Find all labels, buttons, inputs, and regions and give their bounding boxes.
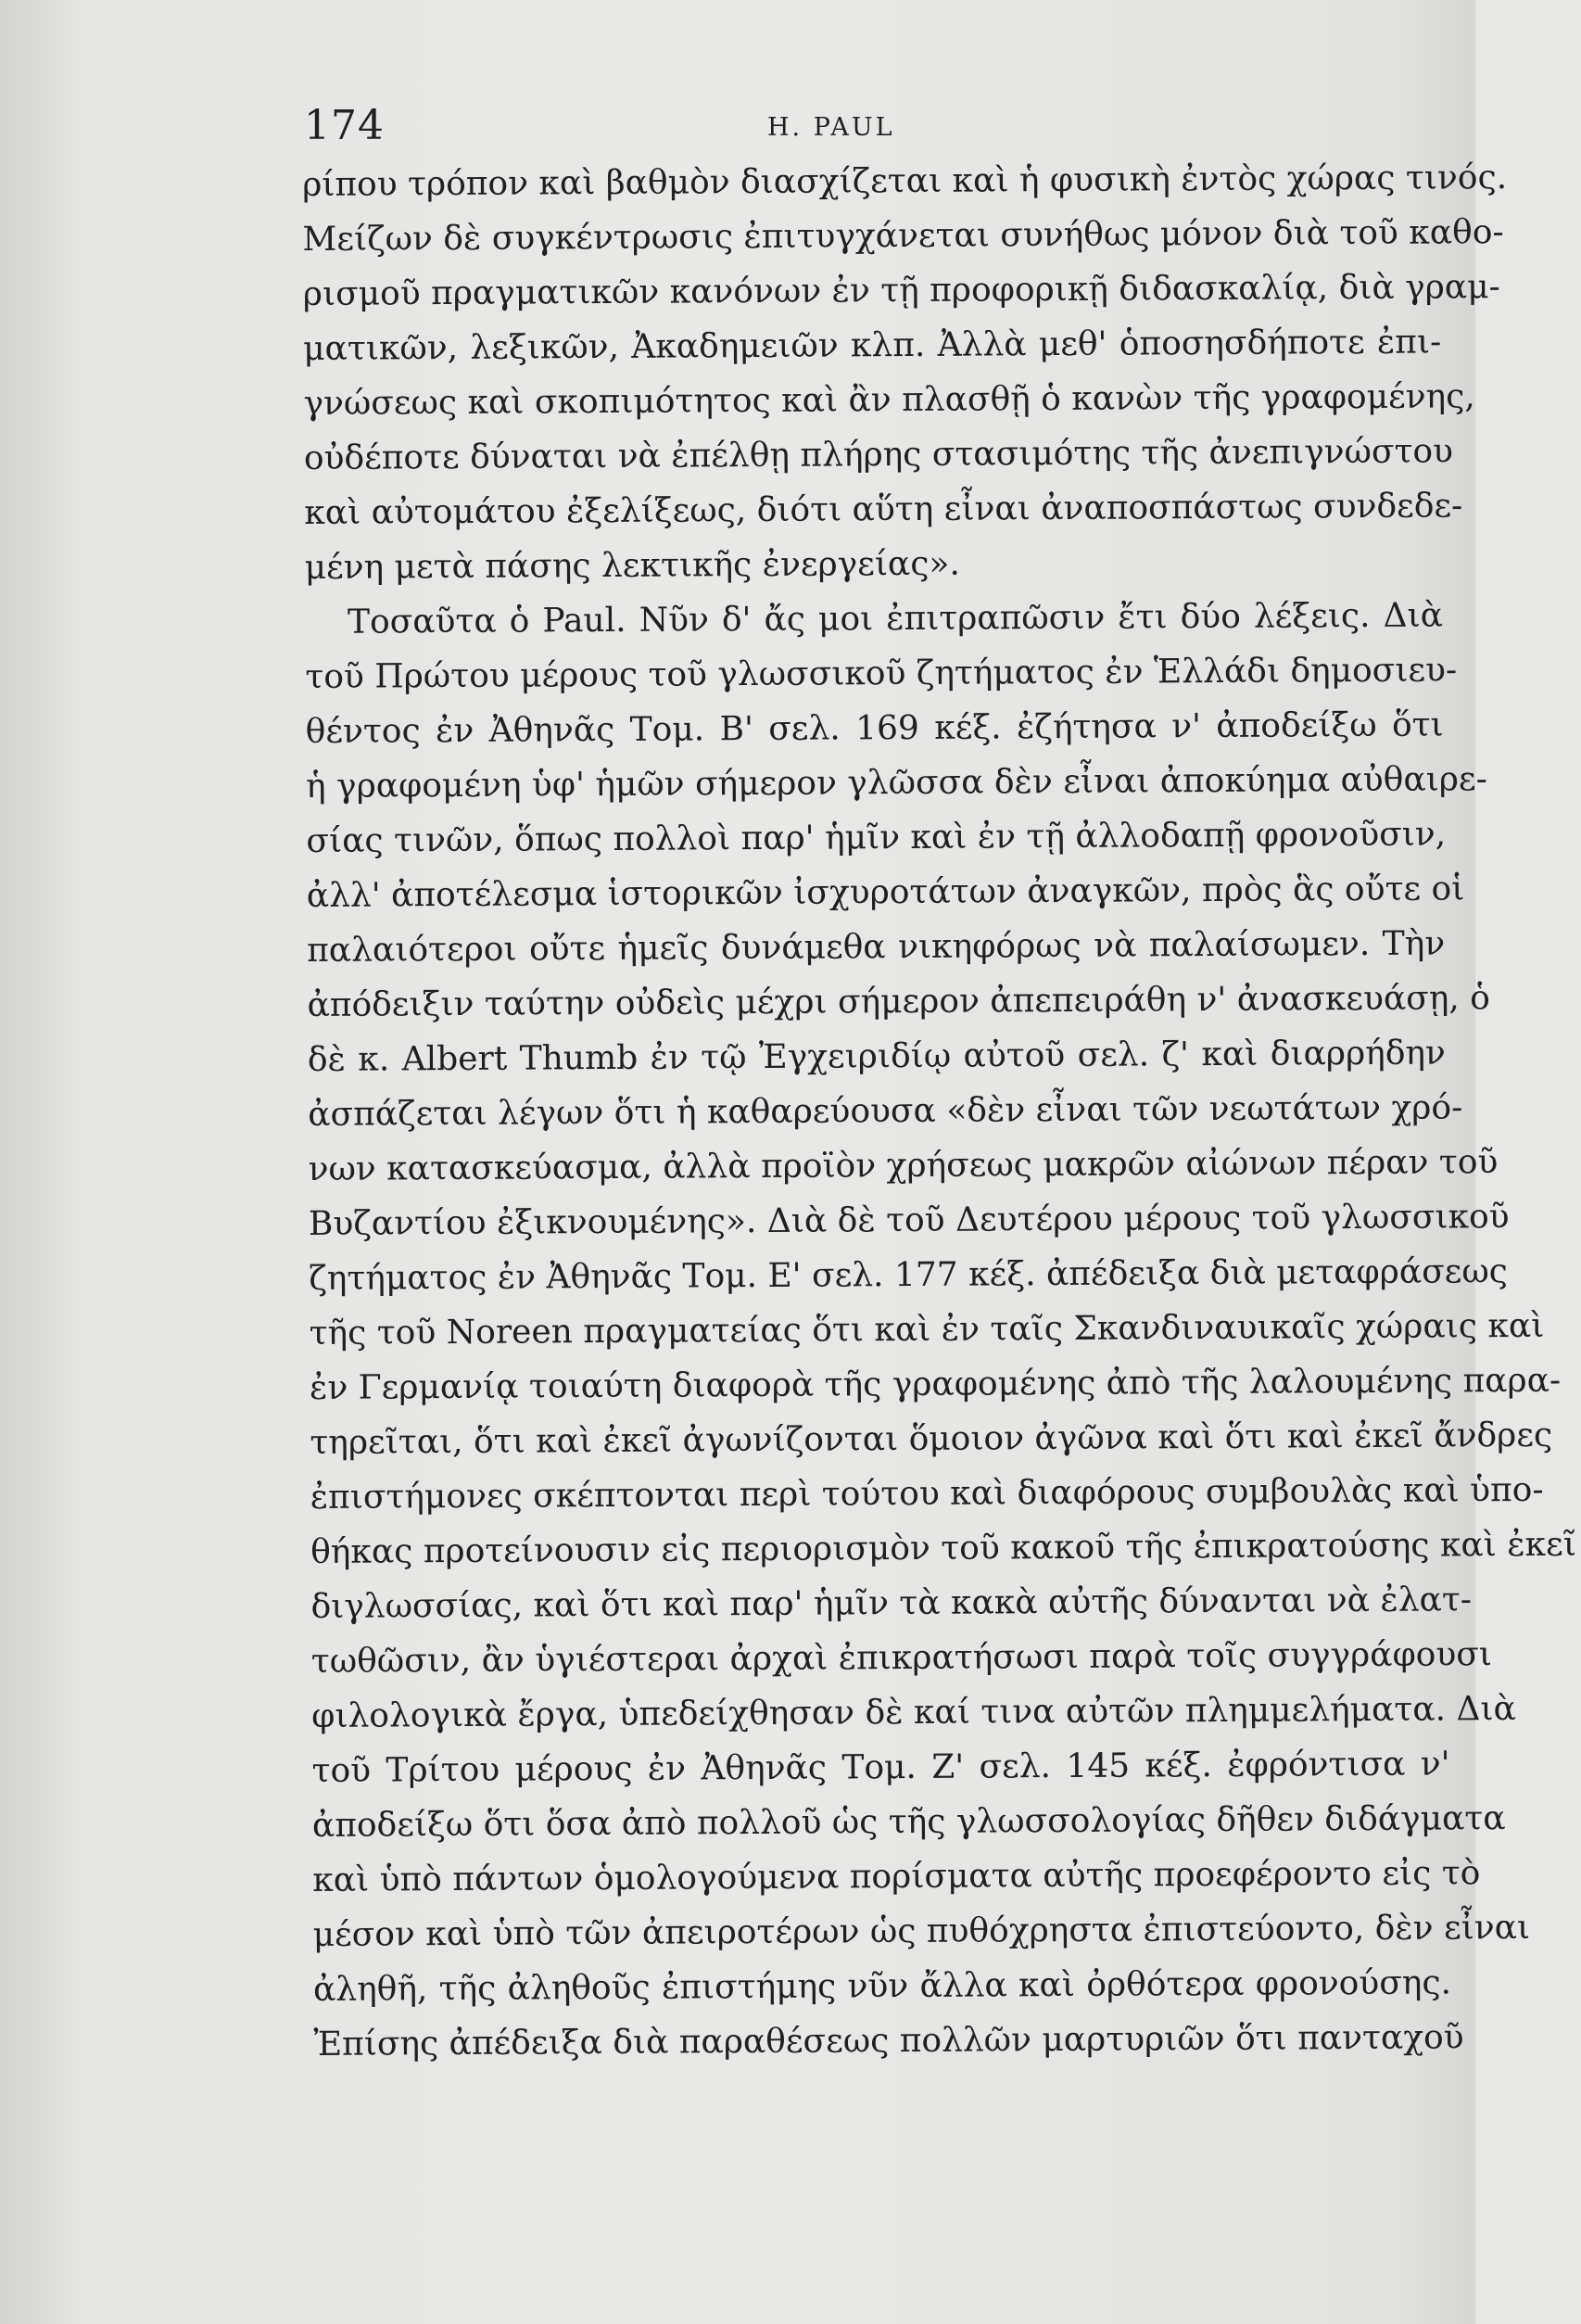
running-head: H. PAUL (767, 113, 895, 142)
text-line: ἀπόδειξιν ταύτην οὐδεὶς μέχρι σήμερον ἀπεπειράθη ν' ἀνασκευάσῃ, ὁ (307, 979, 1491, 1024)
text-line: τηρεῖται, ὅτι καὶ ἐκεῖ ἀγωνίζονται ὅμοιον ἀγῶνα καὶ ὅτι καὶ ἐκεῖ ἄνδρες (310, 1416, 1553, 1462)
text-line: καὶ ὑπὸ πάντων ὁμολογούμενα πορίσματα αὐτῆς προεφέροντο εἰς τὸ (312, 1854, 1481, 1899)
text-line: θέντος ἐν Ἀθηνᾶς Τομ. Β' σελ. 169 κέξ. ἐζήτησα ν' ἀποδείξω ὅτι (305, 705, 1444, 751)
text-line: διγλωσσίας, καὶ ὅτι καὶ παρ' ἡμῖν τὰ κακὰ αὐτῆς δύνανται νὰ ἐλατ- (310, 1581, 1473, 1626)
text-line: τῆς τοῦ Noreen πραγματείας ὅτι καὶ ἐν ταῖς Σκανδιναυικαῖς χώραις καὶ (309, 1306, 1545, 1352)
text-line: Τοσαῦτα ὁ Paul. Νῦν δ' ἄς μοι ἐπιτραπῶσιν ἔτι δύο λέξεις. Διὰ (347, 596, 1444, 641)
text-line: ἀληθῆ, τῆς ἀληθοῦς ἐπιστήμης νῦν ἄλλα καὶ ὀρθότερα φρονούσης. (312, 1963, 1452, 2009)
text-line: Μείζων δὲ συγκέντρωσις ἐπιτυγχάνεται συνήθως μόνον διὰ τοῦ καθο- (302, 213, 1504, 259)
text-line: οὐδέποτε δύναται νὰ ἐπέλθῃ πλήρης στασιμότης τῆς ἀνεπιγνώστου (303, 432, 1454, 477)
text-line: νων κατασκεύασμα, ἀλλὰ προϊὸν χρήσεως μακρῶν αἰώνων πέραν τοῦ (308, 1143, 1499, 1188)
text-line: παλαιότεροι οὔτε ἡμεῖς δυνάμεθα νικηφόρως νὰ παλαίσωμεν. Τὴν (307, 924, 1446, 970)
text-line: τοῦ Τρίτου μέρους ἐν Ἀθηνᾶς Τομ. Ζ' σελ. 145 κέξ. ἐφρόντισα ν' (311, 1745, 1450, 1790)
text-line: ἀλλ' ἀποτέλεσμα ἱστορικῶν ἰσχυροτάτων ἀναγκῶν, πρὸς ἃς οὔτε οἱ (306, 870, 1465, 915)
text-line: σίας τινῶν, ὅπως πολλοὶ παρ' ἡμῖν καὶ ἐν τῇ ἀλλοδαπῇ φρονοῦσιν, (306, 815, 1447, 860)
page-number: 174 (304, 102, 385, 149)
text-line: ἀσπάζεται λέγων ὅτι ἡ καθαρεύουσα «δὲν εἶναι τῶν νεωτάτων χρό- (308, 1088, 1463, 1134)
text-line: ματικῶν, λεξικῶν, Ἀκαδημειῶν κλπ. Ἀλλὰ μεθ' ὁποσησδήποτε ἐπι- (303, 323, 1442, 368)
text-line: μένη μετὰ πάσης λεκτικῆς ἐνεργείας». (304, 544, 961, 587)
text-line: τοῦ Πρώτου μέρους τοῦ γλωσσικοῦ ζητήματος ἐν Ἑλλάδι δημοσιευ- (305, 651, 1458, 696)
body-text (302, 158, 1576, 2287)
text-line: θήκας προτείνουσιν εἰς περιορισμὸν τοῦ κακοῦ τῆς ἐπικρατούσης καὶ ἐκεῖ (310, 1525, 1576, 1571)
text-line: τωθῶσιν, ἂν ὑγιέστεραι ἀρχαὶ ἐπικρατήσωσι παρὰ τοῖς συγγράφουσι (310, 1635, 1493, 1681)
text-line: φιλολογικὰ ἔργα, ὑπεδείχθησαν δὲ καί τινα αὐτῶν πλημμελήματα. Διὰ (311, 1690, 1517, 1735)
text-line: Βυζαντίου ἐξικνουμένης». Διὰ δὲ τοῦ Δευτέρου μέρους τοῦ γλωσσικοῦ (308, 1198, 1510, 1243)
text-line: ἐν Γερμανίᾳ τοιαύτη διαφορὰ τῆς γραφομένης ἀπὸ τῆς λαλουμένης παρα- (309, 1361, 1562, 1407)
text-line: ρισμοῦ πραγματικῶν κανόνων ἐν τῇ προφορικῇ διδασκαλίᾳ, διὰ γραμ- (302, 268, 1500, 313)
text-line: δὲ κ. Albert Thumb ἐν τῷ Ἐγχειριδίῳ αὐτοῦ σελ. ζ' καὶ διαρρήδην (307, 1034, 1447, 1079)
text-line: ἀποδείξω ὅτι ὅσα ἀπὸ πολλοῦ ὡς τῆς γλωσσολογίας δῆθεν διδάγματα (311, 1799, 1506, 1845)
text-line: μέσον καὶ ὑπὸ τῶν ἀπειροτέρων ὡς πυθόχρηστα ἐπιστεύοντο, δὲν εἶναι (312, 1908, 1531, 1954)
text-line: ἡ γραφομένη ὑφ' ἡμῶν σήμερον γλῶσσα δὲν εἶναι ἀποκύημα αὐθαιρε- (305, 760, 1487, 806)
text-line: ἐπιστήμονες σκέπτονται περὶ τούτου καὶ διαφόρους συμβουλὰς καὶ ὑπο- (310, 1470, 1544, 1517)
text-line: γνώσεως καὶ σκοπιμότητος καὶ ἂν πλασθῇ ὁ κανὼν τῆς γραφομένης, (303, 377, 1475, 423)
text-line: καὶ αὐτομάτου ἐξελίξεως, διότι αὕτη εἶναι ἀναποσπάστως συνδεδε- (304, 487, 1463, 532)
text-line: ρίπου τρόπον καὶ βαθμὸν διασχίζεται καὶ ἡ φυσικὴ ἐντὸς χώρας τινός. (302, 159, 1508, 204)
text-line: ζητήματος ἐν Ἀθηνᾶς Τομ. Ε' σελ. 177 κέξ. ἀπέδειξα διὰ μεταφράσεως (309, 1252, 1509, 1298)
text-line: Ἐπίσης ἀπέδειξα διὰ παραθέσεως πολλῶν μαρτυριῶν ὅτι πανταχοῦ (313, 2018, 1464, 2064)
page-header (304, 93, 1045, 148)
